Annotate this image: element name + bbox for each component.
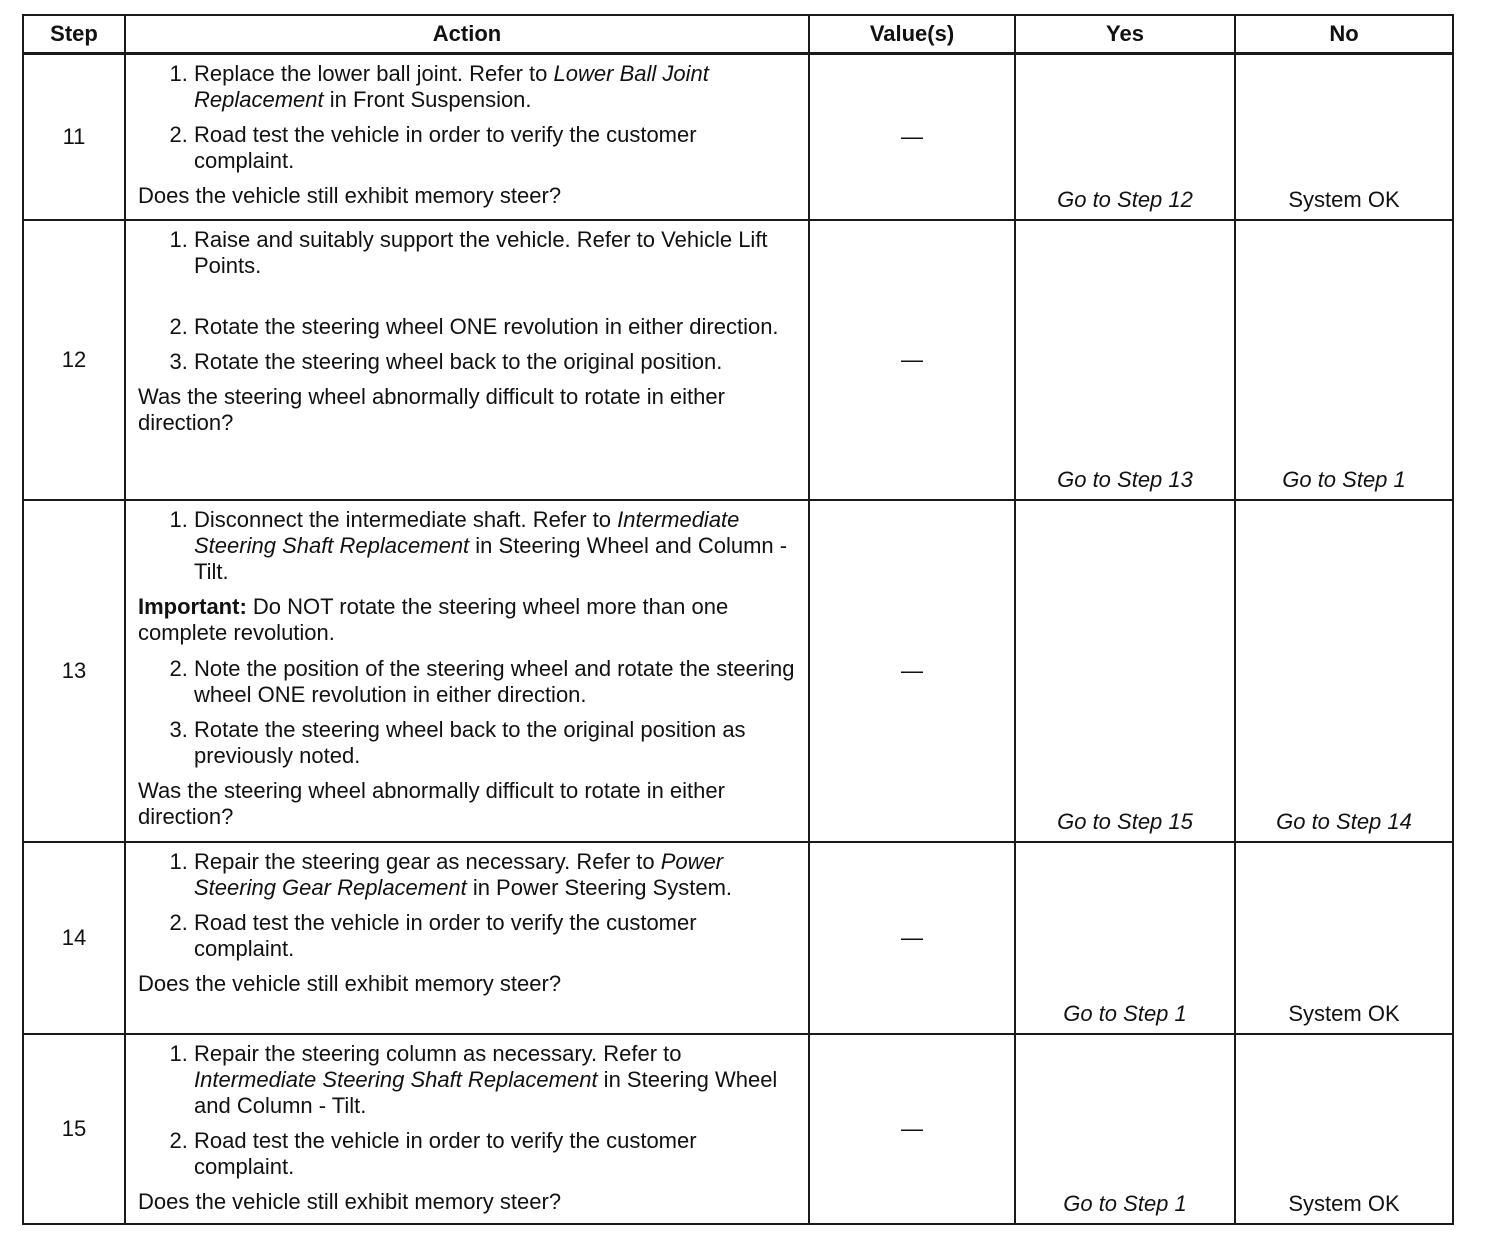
table-row-step-13 [23, 500, 1453, 842]
action-step: 2. Road test the vehicle in order to verify the customer complaint. [194, 910, 796, 962]
yes-cell [1015, 220, 1235, 500]
no-cell [1235, 54, 1453, 220]
header-row [23, 15, 1453, 54]
no-cell [1235, 1034, 1453, 1224]
step-number: 14 [23, 842, 125, 1034]
yes-result: Go to Step 1 [1063, 1000, 1187, 1026]
action-step: 1. Raise and suitably support the vehicle. Refer to Vehicle Lift Points. [194, 227, 796, 305]
step-number: 13 [23, 500, 125, 842]
no-cell [1235, 220, 1453, 500]
action-steps-list [138, 507, 796, 585]
no-cell [1235, 842, 1453, 1034]
yes-result: Go to Step 12 [1057, 186, 1193, 212]
no-cell [1235, 500, 1453, 842]
action-step: 3. Rotate the steering wheel back to the original position. [194, 349, 796, 375]
value-cell: — [809, 54, 1015, 220]
action-cell [125, 842, 809, 1034]
action-steps-list [138, 61, 796, 174]
yes-result: Go to Step 13 [1057, 466, 1193, 492]
action-question: Was the steering wheel abnormally difficult to rotate in either direction? [138, 777, 725, 829]
important-text: Do NOT rotate the steering wheel more than one complete revolution. [138, 593, 729, 645]
no-result: Go to Step 14 [1276, 808, 1412, 834]
action-steps-list [138, 656, 796, 769]
value-cell: — [809, 500, 1015, 842]
action-step: 3. Rotate the steering wheel back to the original position as previously noted. [194, 717, 796, 769]
action-question: Does the vehicle still exhibit memory steer? [138, 1188, 562, 1214]
header-step: Step [23, 15, 125, 54]
diagnostic-table [22, 14, 1454, 1225]
value-cell: — [809, 842, 1015, 1034]
header-values: Value(s) [809, 15, 1015, 54]
action-step: 2. Road test the vehicle in order to verify the customer complaint. [194, 122, 796, 174]
action-cell [125, 1034, 809, 1224]
table-row-step-15 [23, 1034, 1453, 1224]
action-question: Does the vehicle still exhibit memory steer? [138, 970, 562, 996]
header-no: No [1235, 15, 1453, 54]
action-step: 2. Road test the vehicle in order to verify the customer complaint. [194, 1128, 796, 1180]
important-note [138, 594, 796, 646]
action-step: 1. Repair the steering column as necessary. Refer to Intermediate Steering Shaft Replacement in Steering Wheel and Column - Tilt. [194, 1041, 796, 1119]
action-step: 1. Repair the steering gear as necessary. Refer to Power Steering Gear Replacement in Power Steering System. [194, 849, 796, 901]
no-result: System OK [1288, 186, 1400, 212]
action-step: 1. Disconnect the intermediate shaft. Refer to Intermediate Steering Shaft Replacement in Steering Wheel and Column - Tilt. [194, 507, 796, 585]
yes-cell [1015, 1034, 1235, 1224]
table-row-step-11 [23, 54, 1453, 220]
step-number: 15 [23, 1034, 125, 1224]
action-step: 2. Note the position of the steering wheel and rotate the steering wheel ONE revolution in either direction. [194, 656, 796, 708]
step-number: 12 [23, 220, 125, 500]
action-question: Was the steering wheel abnormally difficult to rotate in either direction? [138, 383, 725, 435]
no-result: Go to Step 1 [1282, 466, 1406, 492]
action-question: Does the vehicle still exhibit memory steer? [138, 183, 562, 208]
action-cell [125, 220, 809, 500]
table-row-step-12 [23, 220, 1453, 500]
action-step: 1. Replace the lower ball joint. Refer to Lower Ball Joint Replacement in Front Suspension. [194, 61, 796, 113]
yes-result: Go to Step 15 [1057, 808, 1193, 834]
table-row-step-14 [23, 842, 1453, 1034]
action-cell [125, 54, 809, 220]
action-step: 2. Rotate the steering wheel ONE revolution in either direction. [194, 314, 796, 340]
important-label: Important: [138, 593, 247, 619]
header-action: Action [125, 15, 809, 54]
action-cell [125, 500, 809, 842]
action-steps-list [138, 1041, 796, 1180]
value-cell: — [809, 1034, 1015, 1224]
yes-cell [1015, 842, 1235, 1034]
action-steps-list [138, 227, 796, 375]
action-steps-list [138, 849, 796, 962]
step-number: 11 [23, 54, 125, 220]
yes-cell [1015, 54, 1235, 220]
header-yes: Yes [1015, 15, 1235, 54]
value-cell: — [809, 220, 1015, 500]
yes-result: Go to Step 1 [1063, 1190, 1187, 1216]
yes-cell [1015, 500, 1235, 842]
no-result: System OK [1288, 1190, 1400, 1216]
no-result: System OK [1288, 1000, 1400, 1026]
